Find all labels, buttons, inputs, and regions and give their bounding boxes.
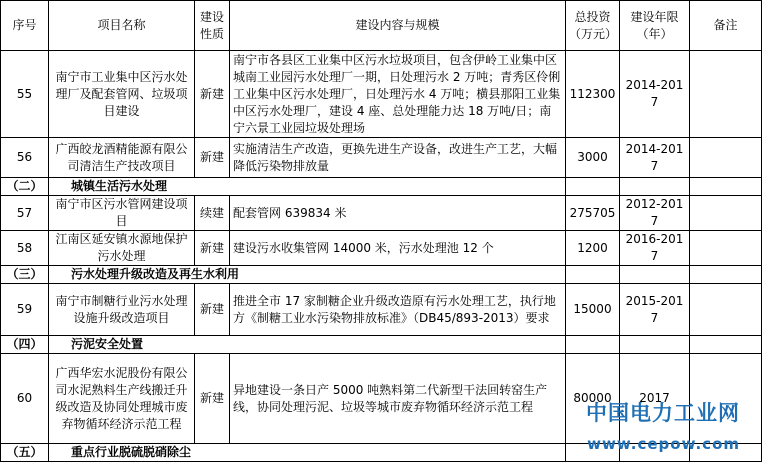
row-years: 2014-2017: [620, 138, 690, 178]
row-years: 2016-2017: [620, 231, 690, 266]
section-title: 污水处理升级改造及再生水利用: [49, 266, 566, 284]
watermark-url: www.cepow.com: [587, 435, 740, 453]
row-content: 异地建设一条日产 5000 吨熟料第二代新型干法回转窑生产线，协同处理污泥、垃圾等城市废弃物循环经济示范工程: [230, 354, 566, 444]
table-row: [1, 138, 762, 178]
row-remark: [690, 284, 762, 336]
row-invest: 15000: [566, 284, 620, 336]
row-invest: 275705: [566, 196, 620, 231]
row-content: 推进全市 17 家制糖企业升级改造原有污水处理工艺，执行地方《制糖工业水污染物排放标准》（DB45/893-2013）要求: [230, 284, 566, 336]
empty-cell: [566, 266, 620, 284]
empty-cell: [690, 178, 762, 196]
empty-cell: [566, 178, 620, 196]
header-years: 建设年限 （年）: [620, 1, 690, 51]
header-nature: 建设 性质: [195, 1, 230, 51]
empty-cell: [690, 266, 762, 284]
row-name: 南宁市工业集中区污水处理厂及配套管网、垃圾项目建设: [49, 51, 195, 138]
row-nature: 新建: [195, 284, 230, 336]
header-no: 序号: [1, 1, 49, 51]
row-invest: 3000: [566, 138, 620, 178]
empty-cell: [620, 266, 690, 284]
row-content: 配套管网 639834 米: [230, 196, 566, 231]
row-name: 广西皎龙酒精能源有限公司清洁生产技改项目: [49, 138, 195, 178]
empty-cell: [566, 336, 620, 354]
row-nature: 新建: [195, 138, 230, 178]
table-row: [1, 196, 762, 231]
row-nature: 新建: [195, 354, 230, 444]
watermark-title: 中国电力工业网: [586, 401, 740, 425]
section-title: 污泥安全处置: [49, 336, 566, 354]
row-years: 2012-2017: [620, 196, 690, 231]
row-name: 广西华宏水泥股份有限公司水泥熟料生产线搬迁升级改造及协同处理城市废弃物循环经济示范工程: [49, 354, 195, 444]
section-no: （四）: [1, 336, 49, 354]
header-row: [1, 1, 762, 51]
row-nature: 新建: [195, 231, 230, 266]
row-invest: 1200: [566, 231, 620, 266]
section-no: （二）: [1, 178, 49, 196]
row-years: 2017: [620, 354, 690, 444]
row-remark: [690, 51, 762, 138]
table-row: [1, 231, 762, 266]
section-no: （五）: [1, 444, 49, 462]
row-invest: 112300: [566, 51, 620, 138]
empty-cell: [620, 336, 690, 354]
row-years: 2014-2017: [620, 51, 690, 138]
row-no: 58: [1, 231, 49, 266]
row-years: 2015-2017: [620, 284, 690, 336]
table-row: [1, 284, 762, 336]
row-no: 57: [1, 196, 49, 231]
section-title: 城镇生活污水处理: [49, 178, 566, 196]
section-row: [1, 178, 762, 196]
row-nature: 新建: [195, 51, 230, 138]
header-invest: 总投资 （万元）: [566, 1, 620, 51]
section-no: （三）: [1, 266, 49, 284]
empty-cell: [620, 178, 690, 196]
row-content: 建设污水收集管网 14000 米，污水处理池 12 个: [230, 231, 566, 266]
section-row: [1, 266, 762, 284]
header-name: 项目名称: [49, 1, 195, 51]
row-name: 南宁市区污水管网建设项目: [49, 196, 195, 231]
header-remark: 备注: [690, 1, 762, 51]
empty-cell: [690, 336, 762, 354]
row-content: 南宁市各县区工业集中区污水垃圾项目，包含伊岭工业集中区城南工业园污水处理厂一期，日处理污水 2 万吨；青秀区伶俐工业集中区污水处理厂，日处理污水 4 万吨；横县那阳工业集中区污水处理厂，建设 4 座、总处理能力达 18 万吨/日；南宁六景工业园垃圾处理场: [230, 51, 566, 138]
row-remark: [690, 196, 762, 231]
row-no: 55: [1, 51, 49, 138]
section-title: 重点行业脱硫脱硝除尘: [49, 444, 566, 462]
table-row: [1, 51, 762, 138]
row-name: 江南区延安镇水源地保护污水处理: [49, 231, 195, 266]
row-no: 60: [1, 354, 49, 444]
row-nature: 续建: [195, 196, 230, 231]
row-no: 56: [1, 138, 49, 178]
row-remark: [690, 138, 762, 178]
header-content: 建设内容与规模: [230, 1, 566, 51]
row-no: 59: [1, 284, 49, 336]
row-invest: 80000: [566, 354, 620, 444]
section-row: [1, 336, 762, 354]
row-remark: [690, 231, 762, 266]
row-name: 南宁市制糖行业污水处理设施升级改造项目: [49, 284, 195, 336]
row-content: 实施清洁生产改造，更换先进生产设备，改进生产工艺，大幅降低污染物排放量: [230, 138, 566, 178]
